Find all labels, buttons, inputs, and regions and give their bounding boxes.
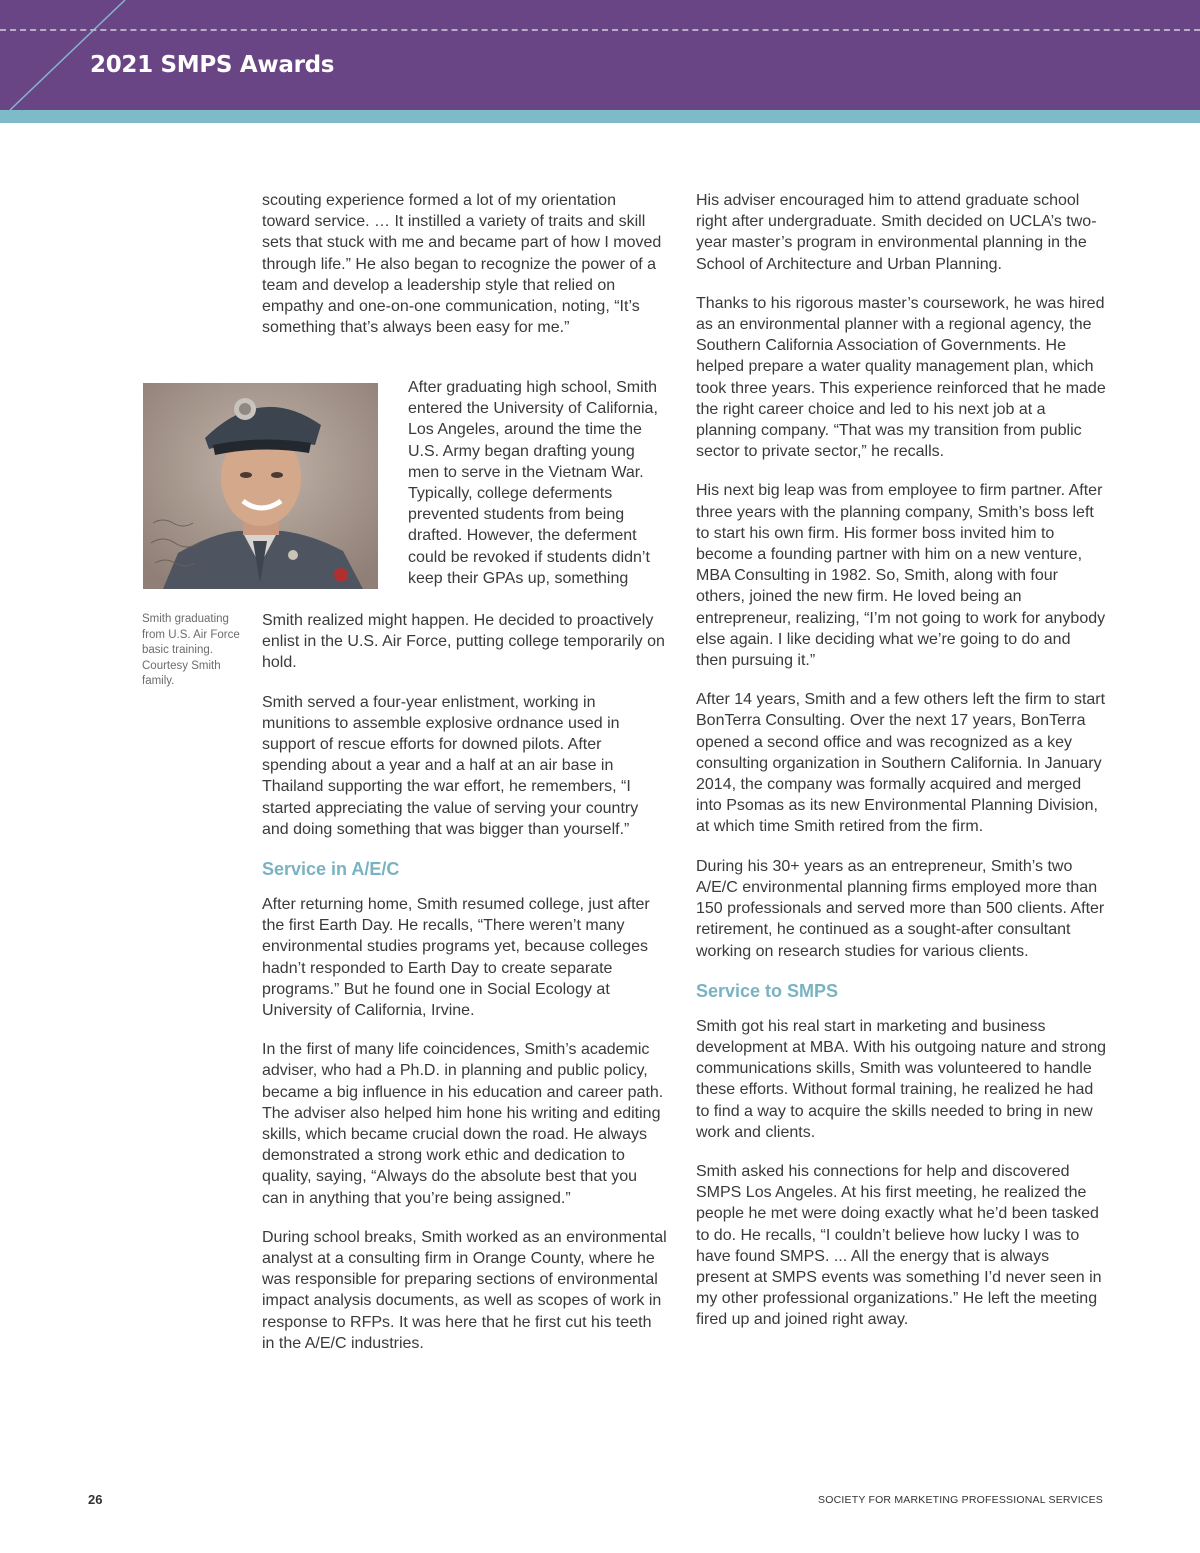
paragraph: After returning home, Smith resumed college, just after the first Earth Day. He recalls, “There weren’t many environmental studies programs yet, because colleges hadn’t responded to Earth Day to create separate programs.” But he found one in Social Ecology at University of California, Irvine. bbox=[262, 896, 650, 1020]
footer-organization: SOCIETY FOR MARKETING PROFESSIONAL SERVICES bbox=[818, 1494, 1103, 1506]
paragraph: In the first of many life coincidences, Smith’s academic adviser, who had a Ph.D. in planning and public policy, became a big influence in his education and career path. The adviser also helped him hone his writing and editing skills, which became crucial down the road. He always demonstrated a strong work ethic and dedication to quality, saying, “Always do the absolute best that you can in anything that you’re being assigned.” bbox=[262, 1041, 664, 1207]
paragraph: After 14 years, Smith and a few others left the firm to start BonTerra Consulting. Over the next 17 years, BonTerra opened a second office and was recognized as a key consulting organization in Southern California. In January 2014, the company was formally acquired and merged into Psomas as its new Environmental Planning Division, at which time Smith retired from the firm. bbox=[696, 691, 1106, 836]
article-column-left-wrap bbox=[408, 377, 660, 607]
article-column-left-top bbox=[262, 190, 667, 356]
portrait-illustration bbox=[143, 383, 378, 589]
section-heading: Service in A/E/C bbox=[262, 859, 400, 880]
paragraph: scouting experience formed a lot of my orientation toward service. … It instilled a variety of traits and skill sets that stuck with me and became part of how I moved through life.” He also began to recognize the power of a team and develop a leadership style that relied on empathy and one-on-one communication, noting, “It’s something that’s always been easy for me.” bbox=[262, 192, 662, 337]
paragraph: Smith served a four-year enlistment, working in munitions to assemble explosive ordnance used in support of rescue efforts for downed pilots. After spending about a year and a half at an air base in Thailand supporting the war effort, he remembers, “I started appreciating the value of serving your country and doing something that was bigger than yourself.” bbox=[262, 693, 639, 838]
paragraph: His adviser encouraged him to attend graduate school right after undergraduate. Smith decided on UCLA’s two-year master’s program in environmental planning in the School of Architecture and Urban Planning. bbox=[696, 192, 1097, 273]
header-band bbox=[0, 0, 1200, 110]
paragraph: Thanks to his rigorous master’s coursework, he was hired as an environmental planner with a regional agency, the Southern California Association of Governments. He helped prepare a water quality management plan, which took three years. This experience reinforced that he made the right career choice and led to his next job at a planning company. “That was my transition from public sector to private sector,” he recalls. bbox=[696, 294, 1106, 461]
paragraph: During school breaks, Smith worked as an environmental analyst at a consulting firm in Orange County, where he was responsible for preparing sections of environmental impact analysis documents, as well as scopes of work in response to RFPs. It was here that he first cut his teeth in the A/E/C industries. bbox=[262, 1228, 667, 1352]
section-heading: Service to SMPS bbox=[696, 980, 839, 1001]
paragraph: Smith asked his connections for help and discovered SMPS Los Angeles. At his first meeting, he realized the people he met were doing exactly what he’d been tasked to do. He recalls, “I couldn’t believe how lucky I was to have found SMPS. ... All the energy that is always present at SMPS events was something I’d never seen in my other professional organizations.” He left the meeting fired up and joined right away. bbox=[696, 1162, 1102, 1329]
photo-caption: Smith graduating from U.S. Air Force basic training. Courtesy Smith family. bbox=[142, 613, 240, 688]
paragraph: His next big leap was from employee to firm partner. After three years with the planning company, Smith’s boss left to start his own firm. His former boss invited him to become a founding partner with him on a new venture, MBA Consulting in 1982. So, Smith, along with four others, joined the new firm. He loved being an entrepreneur, realizing, “I’m not going to work for anybody else again. I like deciding what we’re going to do and then pursuing it.” bbox=[696, 482, 1106, 670]
paragraph: Smith got his real start in marketing and business development at MBA. With his outgoing nature and strong communications skills, Smith was volunteered to handle these efforts. Without formal training, he realized he had to find a way to acquire the skills needed to bring in new work and clients. bbox=[696, 1017, 1107, 1141]
article-column-right bbox=[696, 190, 1106, 1349]
page-title: 2021 SMPS Awards bbox=[90, 52, 335, 78]
paragraph: During his 30+ years as an entrepreneur, Smith’s two A/E/C environmental planning firms employed more than 150 professionals and served more than 500 clients. After retirement, he continued as a sought-after consultant working on research studies for various clients. bbox=[696, 857, 1105, 960]
article-column-left-bottom bbox=[262, 610, 667, 1372]
paragraph: After graduating high school, Smith entered the University of California, Los Angeles, around the time the U.S. Army began drafting young men to serve in the Vietnam War. Typically, college deferments prevented students from being drafted. However, the deferment could be revoked if students didn’t keep their GPAs up, something bbox=[408, 379, 658, 587]
accent-bar bbox=[0, 110, 1200, 123]
page-number: 26 bbox=[88, 1492, 103, 1507]
paragraph: Smith realized might happen. He decided to proactively enlist in the U.S. Air Force, putting college temporarily on hold. bbox=[262, 612, 665, 672]
portrait-photo bbox=[143, 383, 378, 589]
